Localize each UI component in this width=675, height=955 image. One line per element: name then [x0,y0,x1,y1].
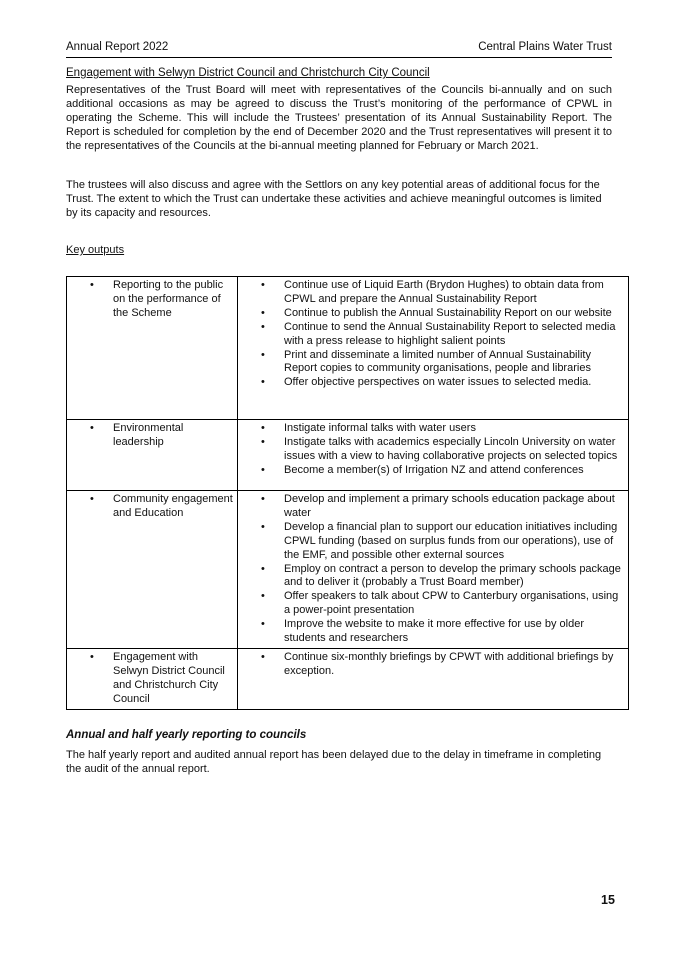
action-text: Continue six-monthly briefings by CPWT with additional briefings by exception. [284,650,614,677]
actions-cell [238,420,629,491]
list-item [242,279,624,307]
bullet-icon: • [90,279,94,291]
focus-area-label: Environmental leadership [113,422,184,448]
bullet-icon: • [90,493,94,505]
list-item [242,376,624,390]
focus-area-cell [67,277,238,420]
list-item [242,563,624,591]
list-item [242,464,624,478]
action-text: Offer objective perspectives on water issues to selected media. [284,376,592,389]
list-item [242,436,624,464]
bullet-icon: • [261,422,265,434]
focus-area-cell [67,648,238,709]
bullet-icon: • [261,520,265,533]
page-header [66,41,612,58]
action-text: Become a member(s) of Irrigation NZ and attend conferences [284,463,584,476]
focus-area-label: Community engagement and Education [113,493,233,519]
key-outputs-table [66,276,629,710]
action-text: Continue use of Liquid Earth (Brydon Hughes) to obtain data from CPWL and prepare the Annual Sustainability Report [284,279,604,305]
subsection-title: Annual and half yearly reporting to councils [66,729,307,741]
paragraph-3: The half yearly report and audited annual report has been delayed due to the delay in timeframe in completing the audit of the annual report. [66,749,602,775]
table-row [67,648,629,709]
action-text: Instigate talks with academics especially Lincoln University on water issues with a view to having collaborative projects on selected topics [284,435,618,462]
focus-area-cell [67,420,238,491]
list-item [242,590,624,618]
bullet-icon: • [261,590,265,603]
table-row [67,277,629,420]
organisation-name: Central Plains Water Trust [478,41,612,53]
action-text: Print and disseminate a limited number of Annual Sustainability Report copies to community organisations, people and libraries [284,348,591,375]
page-number: 15 [601,893,615,907]
report-title: Annual Report 2022 [66,41,169,53]
bullet-icon: • [261,435,265,448]
list-item [242,493,624,521]
action-text: Instigate informal talks with water users [284,422,476,434]
bullet-icon: • [261,493,265,505]
bullet-icon: • [261,463,265,476]
action-text: Continue to publish the Annual Sustainability Report on our website [284,306,612,319]
actions-cell [238,648,629,709]
paragraph-1: Representatives of the Trust Board will meet with representatives of the Councils bi-annually and on such additional occasions as may be agreed to discuss the Trust’s monitoring of the performance of CPWL in operating the Scheme. This will include the Trustees’ presentation of its Annual Sustainability Report. The Report is scheduled for completion by the end of December 2020 and the Trust representatives will present it to the representatives of the Councils at the bi-annual meeting planned for February or March 2021. [66,84,612,152]
table-row [67,491,629,649]
action-text: Improve the website to make it more effective for use by older students and researchers [284,618,584,645]
bullet-icon: • [90,650,94,663]
section-title: Engagement with Selwyn District Council and Christchurch City Council [66,67,430,79]
list-item [242,307,624,321]
bullet-icon: • [261,376,265,389]
actions-cell [238,277,629,420]
actions-cell [238,491,629,649]
list-item [242,618,624,646]
paragraph-2: The trustees will also discuss and agree with the Settlors on any key potential areas of additional focus for the Trust. The extent to which the Trust can undertake these activities and achieve meaningful outcomes is limited by its capacity and resources. [66,179,602,219]
action-text: Employ on contract a person to develop the primary schools package and to deliver it (probably a Trust Board member) [284,562,621,589]
list-item [242,422,624,436]
bullet-icon: • [261,320,265,333]
key-outputs-heading: Key outputs [66,244,125,256]
focus-area-label: Reporting to the public on the performance of the Scheme [113,279,224,319]
bullet-icon: • [261,279,265,291]
bullet-icon: • [90,422,94,434]
table-row [67,420,629,491]
bullet-icon: • [261,562,265,575]
action-text: Develop a financial plan to support our education initiatives including CPWL funding (based on surplus funds from our operations), use of the EMF, and possible other external sources [284,520,618,561]
list-item [242,321,624,349]
action-text: Continue to send the Annual Sustainability Report to selected media with a press release to highlight salient points [284,320,616,347]
bullet-icon: • [261,306,265,319]
action-text: Offer speakers to talk about CPW to Canterbury organisations, using a power-point presentation [284,590,619,617]
bullet-icon: • [261,650,265,663]
bullet-icon: • [261,618,265,631]
bullet-icon: • [261,348,265,361]
action-text: Develop and implement a primary schools education package about water [284,493,615,519]
list-item [242,349,624,377]
list-item [242,521,624,563]
focus-area-cell [67,491,238,649]
list-item [242,651,624,679]
focus-area-label: Engagement with Selwyn District Council and Christchurch City Council [113,650,225,705]
